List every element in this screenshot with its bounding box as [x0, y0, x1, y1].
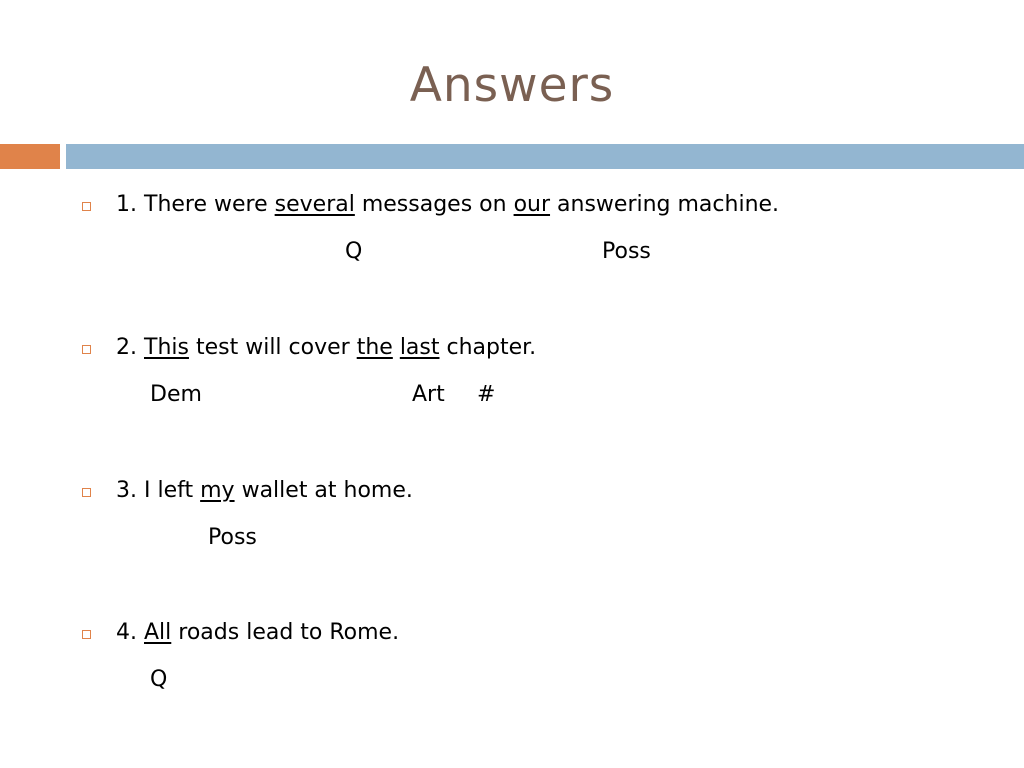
sentence-text: roads lead to Rome. — [178, 620, 400, 645]
bullet-square-icon — [82, 202, 91, 211]
item-number: 3. — [116, 478, 137, 503]
sentence-text: I left — [144, 478, 194, 503]
sentence-2 — [116, 333, 536, 363]
sentence-3 — [116, 476, 413, 506]
underlined-word: my — [200, 478, 235, 503]
answer-label: Q — [345, 239, 363, 264]
slide-title: Answers — [409, 58, 615, 113]
sentence-text: There were — [144, 192, 268, 217]
title-accent-bar — [0, 144, 60, 169]
item-number: 4. — [116, 620, 137, 645]
answer-label: Dem — [150, 382, 202, 407]
underlined-word: last — [399, 335, 440, 360]
sentence-text: test will cover — [195, 335, 350, 360]
sentence-4 — [116, 618, 399, 648]
bullet-square-icon — [82, 630, 91, 639]
title-divider-bar — [66, 144, 1024, 169]
bullet-square-icon — [82, 345, 91, 354]
answer-label: Poss — [208, 525, 257, 550]
sentence-text: chapter. — [446, 335, 537, 360]
item-number: 2. — [116, 335, 137, 360]
sentence-text: wallet at home. — [241, 478, 413, 503]
underlined-word: All — [144, 620, 172, 645]
sentence-text: answering machine. — [557, 192, 780, 217]
answer-label: Q — [150, 667, 168, 692]
underlined-word: our — [513, 192, 551, 217]
sentence-1 — [116, 190, 779, 220]
underlined-word: This — [144, 335, 189, 360]
answer-label: Poss — [602, 239, 651, 264]
sentence-text: messages on — [361, 192, 507, 217]
bullet-square-icon — [82, 488, 91, 497]
underlined-word: the — [356, 335, 393, 360]
underlined-word: several — [274, 192, 355, 217]
item-number: 1. — [116, 192, 137, 217]
answer-label: # — [477, 382, 496, 407]
answer-label: Art — [412, 382, 445, 407]
